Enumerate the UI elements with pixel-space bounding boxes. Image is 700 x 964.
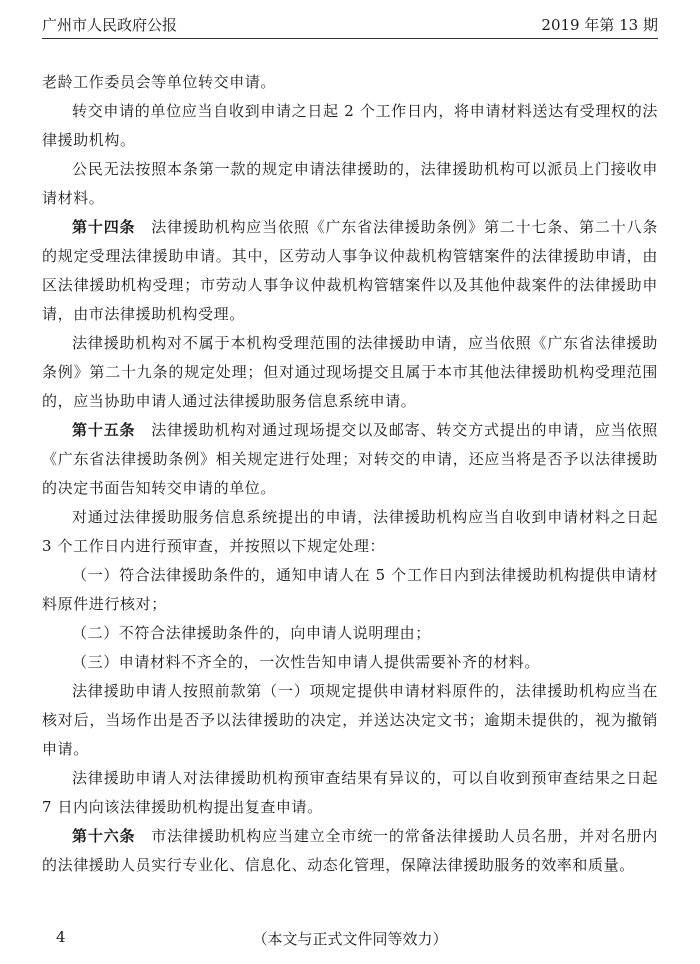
- paragraph-text: （三）申请材料不齐全的，一次性告知申请人提供需要补齐的材料。: [72, 653, 541, 671]
- body-paragraph: [42, 764, 658, 822]
- paragraph-text: （一）符合法律援助条件的，通知申请人在 5 个工作日内到法律援助机构提供申请材料原件进行核对；: [42, 566, 658, 613]
- body-paragraph: [42, 677, 658, 764]
- article-number: 第十四条: [72, 218, 136, 236]
- paragraph-text: 市法律援助机构应当建立全市统一的常备法律援助人员名册，并对名册内的法律援助人员实行专业化、信息化、动态化管理，保障法律援助服务的效率和质量。: [42, 827, 658, 874]
- body-paragraph: [42, 503, 658, 561]
- paragraph-text: 转交申请的单位应当自收到申请之日起 2 个工作日内，将申请材料送达有受理权的法律援助机构。: [42, 102, 658, 149]
- footer-note: （本文与正式文件同等效力）: [252, 930, 448, 948]
- page-header: [42, 8, 658, 39]
- article-paragraph: [42, 416, 658, 503]
- body-paragraph: [42, 619, 658, 648]
- body-paragraph: [42, 561, 658, 619]
- issue-number: 2019 年第 13 期: [541, 16, 658, 34]
- body-paragraph: [42, 155, 658, 213]
- page-footer: [42, 928, 658, 952]
- article-paragraph: [42, 213, 658, 329]
- paragraph-text: 老龄工作委员会等单位转交申请。: [42, 73, 277, 91]
- publication-title: 广州市人民政府公报: [42, 16, 178, 34]
- body-paragraph: [42, 68, 658, 97]
- paragraph-text: 公民无法按照本条第一款的规定申请法律援助的，法律援助机构可以派员上门接收申请材料。: [42, 160, 658, 207]
- paragraph-text: 对通过法律援助服务信息系统提出的申请，法律援助机构应当自收到申请材料之日起 3 个工作日内进行预审查，并按照以下规定处理：: [42, 508, 658, 555]
- article-paragraph: [42, 822, 658, 880]
- paragraph-text: 法律援助机构对不属于本机构受理范围的法律援助申请，应当依照《广东省法律援助条例》第二十九条的规定处理；但对通过现场提交且属于本市其他法律援助机构受理范围的，应当协助申请人通过法律援助服务信息系统申请。: [42, 334, 658, 410]
- body-paragraph: [42, 329, 658, 416]
- paragraph-text: 法律援助申请人对法律援助机构预审查结果有异议的，可以自收到预审查结果之日起 7 日内向该法律援助机构提出复查申请。: [42, 769, 658, 816]
- article-number: 第十五条: [72, 421, 136, 439]
- document-body: [42, 68, 658, 880]
- article-number: 第十六条: [72, 827, 136, 845]
- page-number: 4: [56, 928, 66, 946]
- paragraph-text: 法律援助申请人按照前款第（一）项规定提供申请材料原件的，法律援助机构应当在核对后，当场作出是否予以法律援助的决定，并送达决定文书；逾期未提供的，视为撤销申请。: [42, 682, 658, 758]
- paragraph-text: 法律援助机构应当依照《广东省法律援助条例》第二十七条、第二十八条的规定受理法律援助申请。其中，区劳动人事争议仲裁机构管辖案件的法律援助申请，由区法律援助机构受理；市劳动人事争议仲裁机构管辖案件以及其他仲裁案件的法律援助申请，由市法律援助机构受理。: [42, 218, 658, 323]
- paragraph-text: 法律援助机构对通过现场提交以及邮寄、转交方式提出的申请，应当依照《广东省法律援助条例》相关规定进行处理；对转交的申请，还应当将是否予以法律援助的决定书面告知转交申请的单位。: [42, 421, 658, 497]
- paragraph-text: （二）不符合法律援助条件的，向申请人说明理由；: [72, 624, 431, 642]
- body-paragraph: [42, 97, 658, 155]
- body-paragraph: [42, 648, 658, 677]
